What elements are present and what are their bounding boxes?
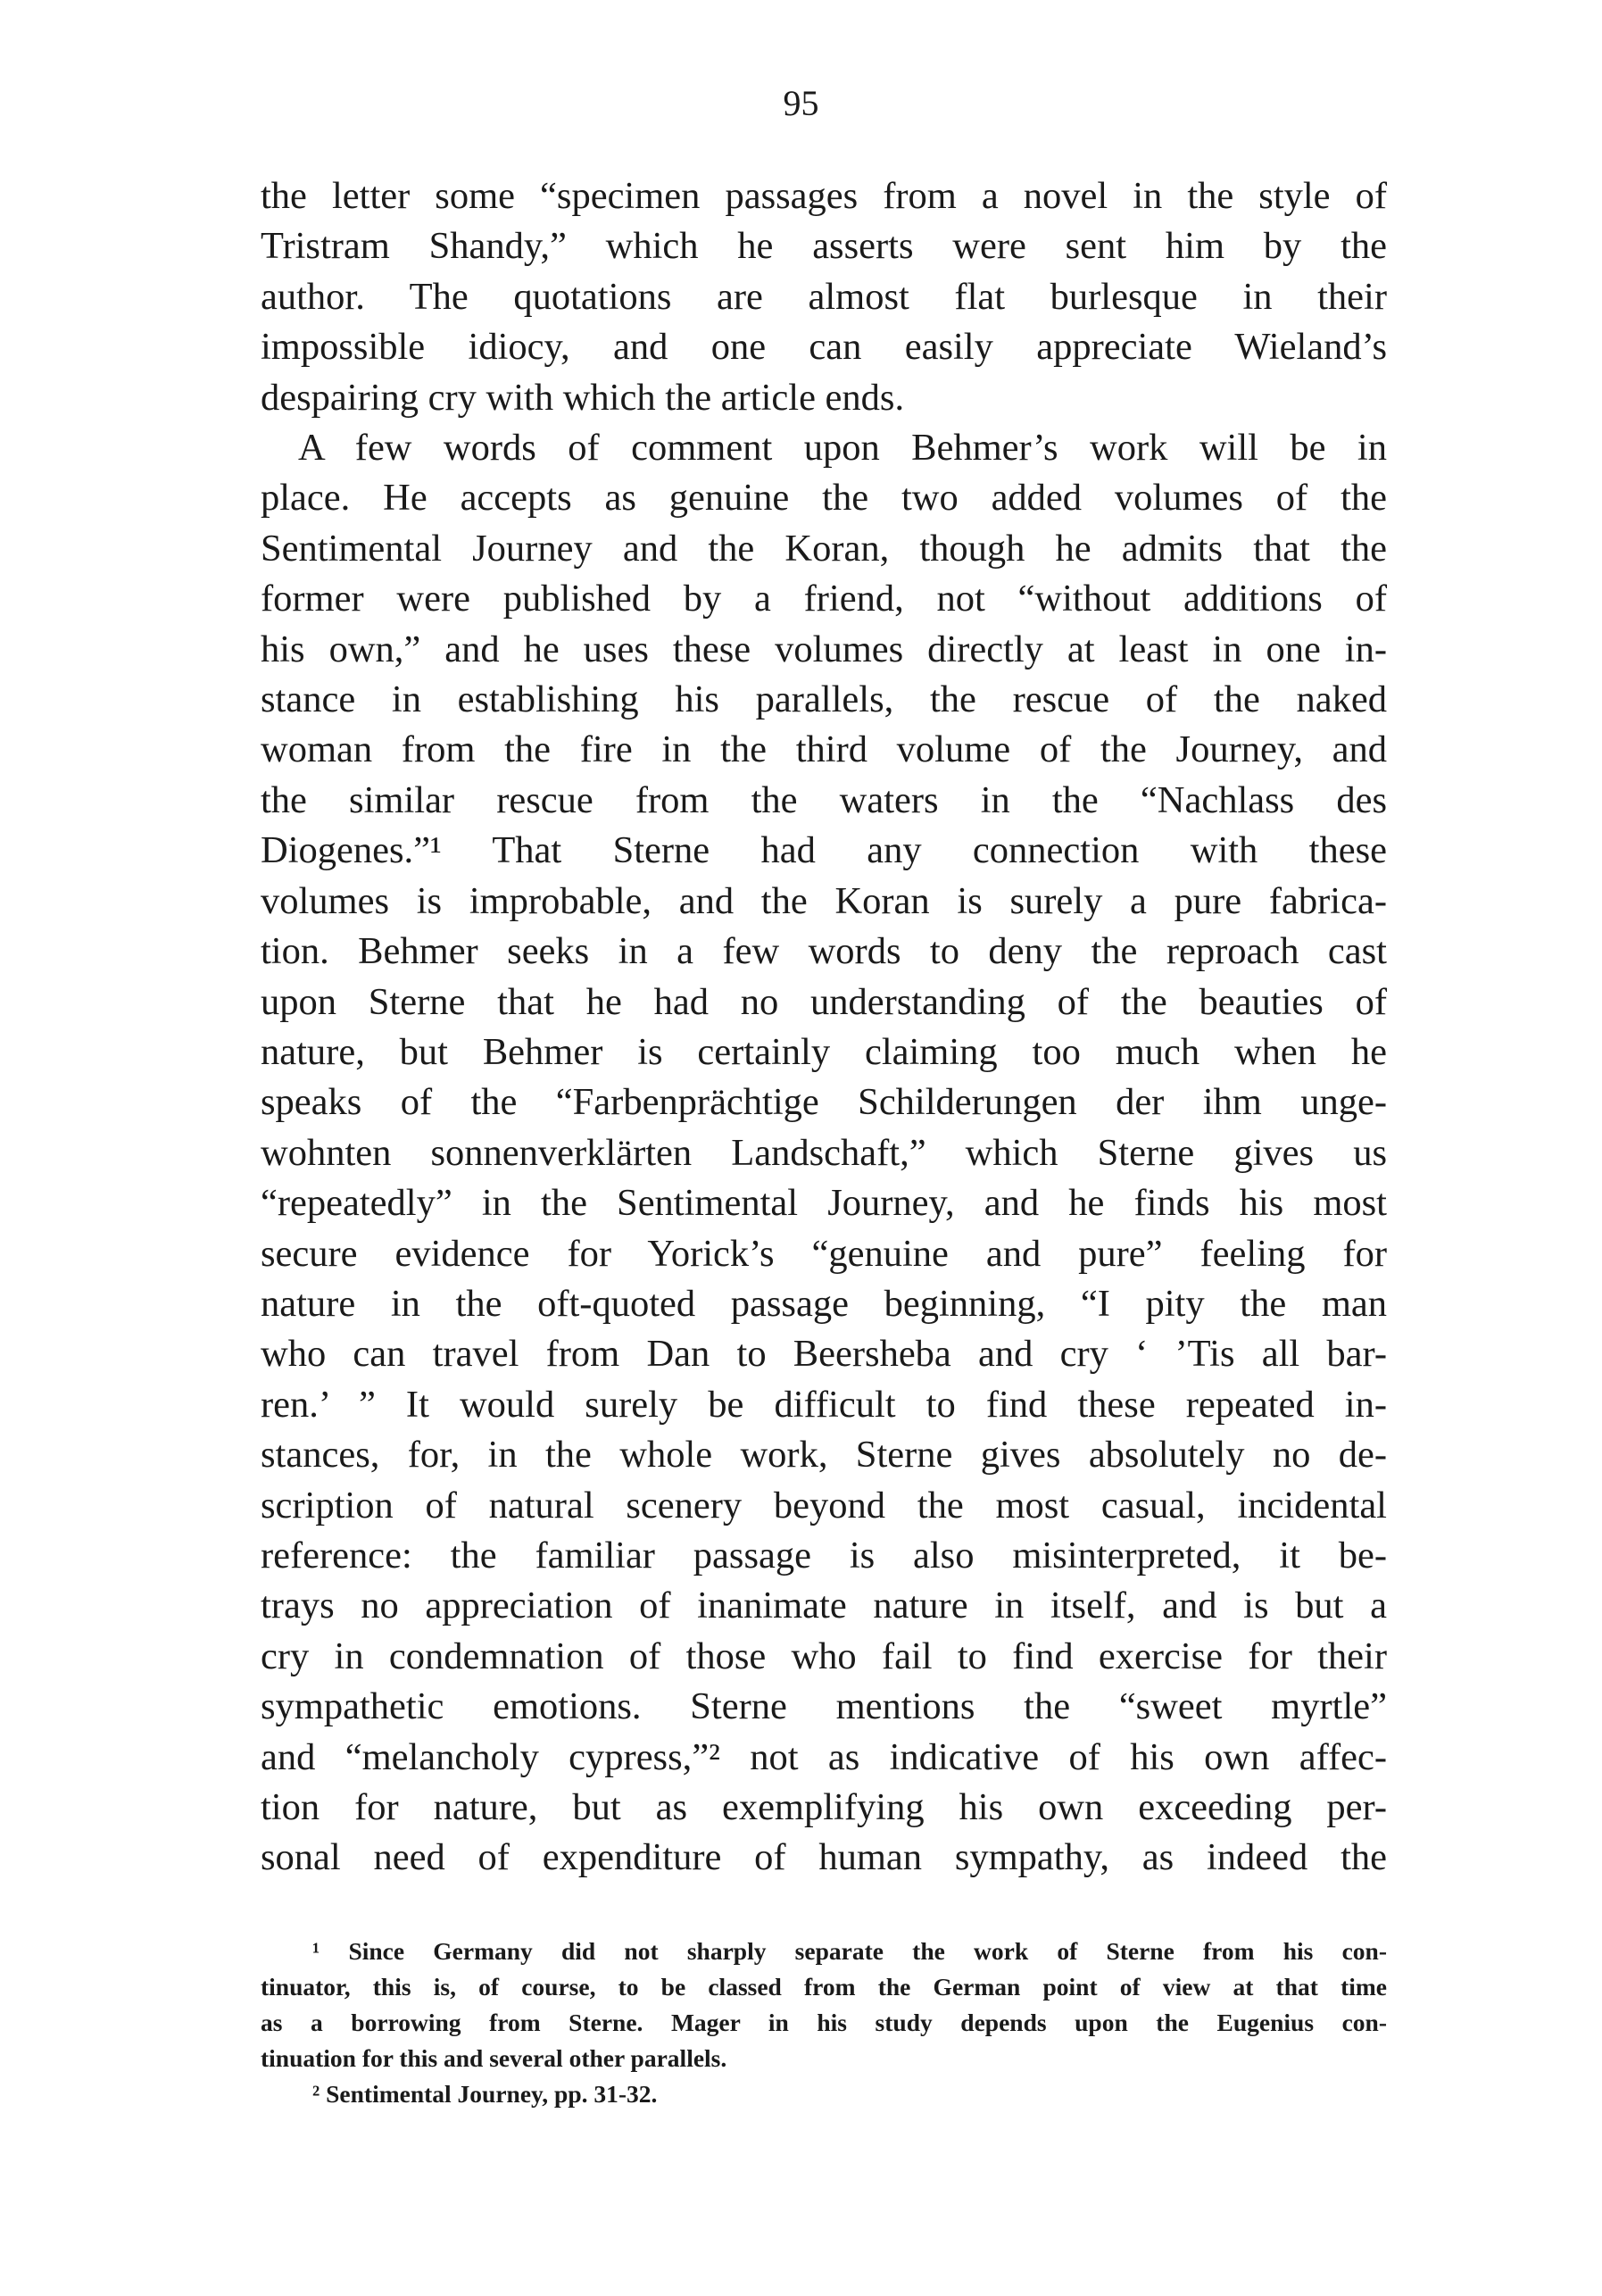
footnote-line: tinuator, this is, of course, to be classed from the German point of view at that time: [261, 1973, 1387, 2001]
body-line: sonal need of expenditure of human sympathy, as indeed the: [261, 1836, 1387, 1879]
body-line: nature, but Behmer is certainly claiming too much when he: [261, 1030, 1387, 1073]
body-line: speaks of the “Farbenprächtige Schilderungen der ihm unge-: [261, 1081, 1387, 1124]
body-line: ren.’ ” It would surely be difficult to find these repeated in-: [261, 1383, 1387, 1426]
body-line: secure evidence for Yorick’s “genuine and pure” feeling for: [261, 1232, 1387, 1275]
footnote-line: as a borrowing from Sterne. Mager in his study depends upon the Eugenius con-: [261, 2009, 1387, 2036]
body-line: cry in condemnation of those who fail to find exercise for their: [261, 1635, 1387, 1677]
body-line: woman from the fire in the third volume of the Journey, and: [261, 728, 1387, 771]
body-line: Sentimental Journey and the Koran, though he admits that the: [261, 527, 1387, 570]
body-line: impossible idiocy, and one can easily appreciate Wieland’s: [261, 326, 1387, 369]
body-line: stances, for, in the whole work, Sterne gives absolutely no de-: [261, 1434, 1387, 1477]
body-text: [261, 171, 1387, 1884]
body-line: reference: the familiar passage is also misinterpreted, it be-: [261, 1534, 1387, 1576]
body-line: “repeatedly” in the Sentimental Journey, and he finds his most: [261, 1182, 1387, 1225]
body-line: scription of natural scenery beyond the most casual, incidental: [261, 1484, 1387, 1527]
body-line: A few words of comment upon Behmer’s work will be in: [298, 427, 1387, 470]
body-line: the similar rescue from the waters in the “Nachlass des: [261, 778, 1387, 821]
body-line: who can travel from Dan to Beersheba and cry ‘ ’Tis all bar-: [261, 1333, 1387, 1376]
body-line: Tristram Shandy,” which he asserts were sent him by the: [261, 225, 1387, 268]
body-line: despairing cry with which the article ends.: [261, 376, 905, 419]
body-line: wohnten sonnenverklärten Landschaft,” which Sterne gives us: [261, 1131, 1387, 1174]
body-line: nature in the oft-quoted passage beginning, “I pity the man: [261, 1282, 1387, 1325]
body-line: and “melancholy cypress,”² not as indicative of his own affec-: [261, 1735, 1387, 1778]
body-line: Diogenes.”¹ That Sterne had any connection with these: [261, 829, 1387, 872]
body-line: trays no appreciation of inanimate nature in itself, and is but a: [261, 1585, 1387, 1627]
body-line: sympathetic emotions. Sterne mentions the “sweet myrtle”: [261, 1685, 1387, 1728]
footnote-line: ² Sentimental Journey, pp. 31-32.: [312, 2080, 658, 2108]
footnotes: [261, 1934, 1387, 2112]
footnote-line: ¹ Since Germany did not sharply separate the work of Sterne from his con-: [312, 1937, 1387, 1965]
page-number: 95: [783, 83, 819, 123]
body-line: his own,” and he uses these volumes directly at least in one in-: [261, 628, 1387, 670]
footnote-line: tinuation for this and several other parallels.: [261, 2044, 727, 2072]
body-line: place. He accepts as genuine the two added volumes of the: [261, 477, 1387, 520]
body-line: author. The quotations are almost flat burlesque in their: [261, 275, 1387, 318]
body-line: tion. Behmer seeks in a few words to deny the reproach cast: [261, 930, 1387, 973]
body-line: stance in establishing his parallels, the rescue of the naked: [261, 678, 1387, 721]
body-line: former were published by a friend, not “without additions of: [261, 578, 1387, 620]
body-line: volumes is improbable, and the Koran is surely a pure fabrica-: [261, 879, 1387, 922]
body-line: upon Sterne that he had no understanding of the beauties of: [261, 980, 1387, 1023]
body-line: tion for nature, but as exemplifying his own exceeding per-: [261, 1786, 1387, 1828]
body-line: the letter some “specimen passages from a novel in the style of: [261, 175, 1387, 217]
